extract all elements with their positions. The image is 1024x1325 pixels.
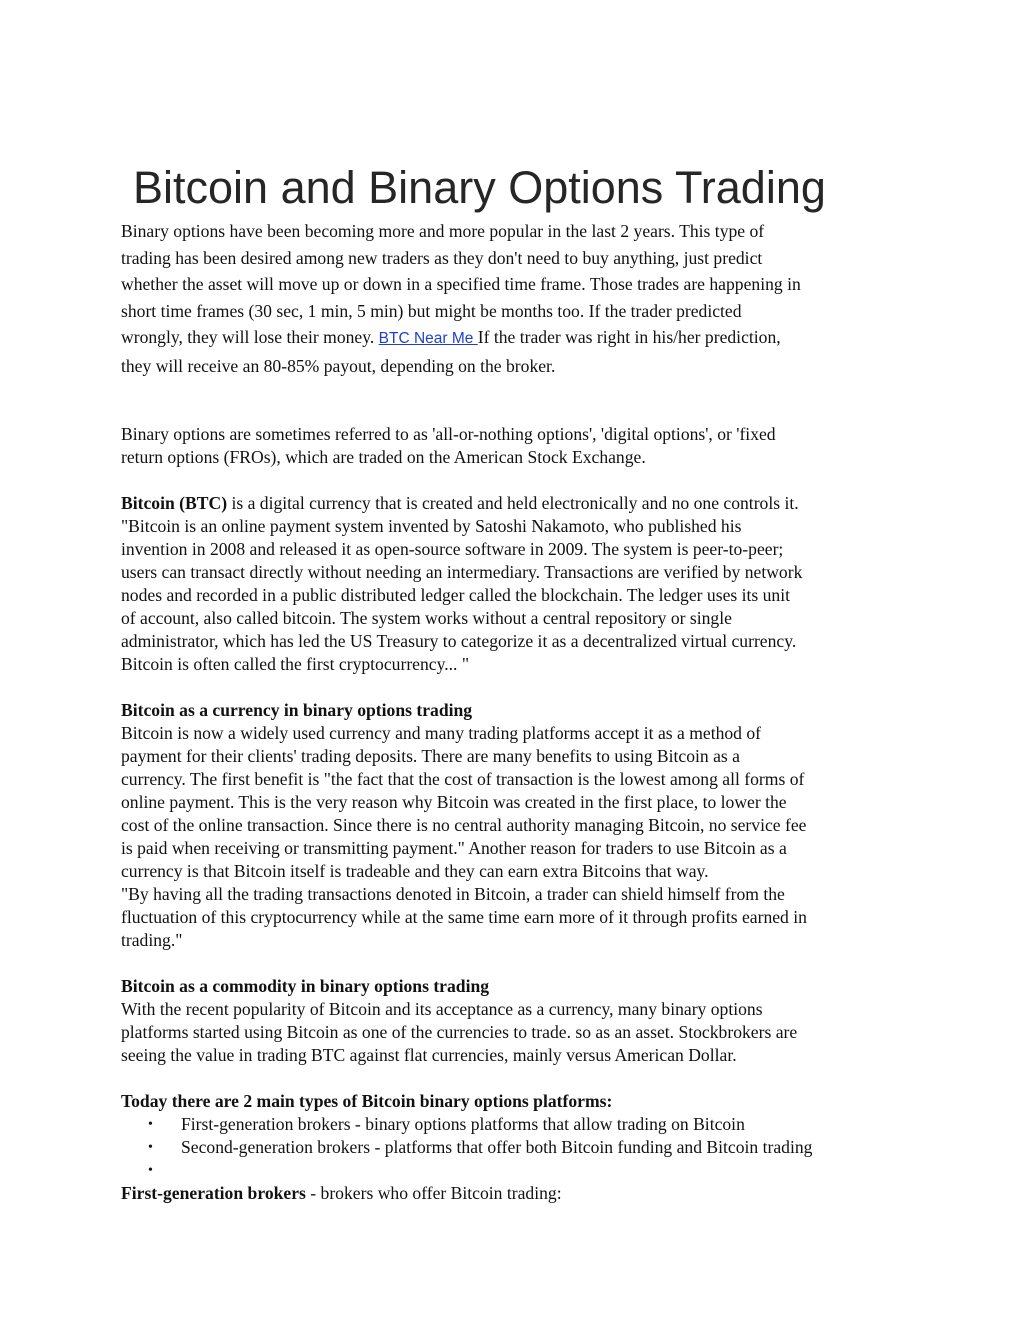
currency-line: cost of the online transaction. Since there is no central authority managing Bitcoin, no service fee [121,814,807,835]
list-item-text: First-generation brokers - binary options platforms that allow trading on Bitcoin [181,1113,745,1134]
intro-line: Binary options have been becoming more and more popular in the last 2 years. This type of [121,221,765,241]
btc-line: Bitcoin is often called the first cryptocurrency... " [121,653,470,674]
btc-line: nodes and recorded in a public distributed ledger called the blockchain. The ledger uses its unit [121,584,791,605]
currency-line: fluctuation of this cryptocurrency while at the same time earn more of it through profits earned in [121,906,807,927]
bullet-icon: • [148,1162,153,1178]
first-gen-rest: - brokers who offer Bitcoin trading: [305,1182,562,1203]
platform-types-heading: Today there are 2 main types of Bitcoin binary options platforms: [121,1090,613,1111]
intro-line: whether the asset will move up or down in a specified time frame. Those trades are happening in [121,274,801,295]
page-title: Bitcoin and Binary Options Trading [133,162,826,213]
currency-line: currency is that Bitcoin itself is tradeable and they can earn extra Bitcoins that way. [121,860,709,881]
currency-section [121,699,911,952]
currency-line: Bitcoin is now a widely used currency and many trading platforms accept it as a method of [121,722,762,743]
btc-line: users can transact directly without needing an intermediary. Transactions are verified by network [121,561,803,582]
bullet-icon: • [148,1116,153,1132]
btc-line: "Bitcoin is an online payment system invented by Satoshi Nakamoto, who published his [121,515,742,536]
first-gen-term: First-generation brokers [121,1182,306,1203]
intro-line: short time frames (30 sec, 1 min, 5 min) but might be months too. If the trader predicted [121,300,742,321]
intro-line: trading has been desired among new traders as they don't need to buy anything, just predict [121,247,763,268]
commodity-line: With the recent popularity of Bitcoin and its acceptance as a currency, many binary options [121,998,763,1019]
currency-line: "By having all the trading transactions denoted in Bitcoin, a trader can shield himself from the [121,883,785,904]
currency-line: currency. The first benefit is "the fact that the cost of transaction is the lowest among all forms of [121,768,805,789]
btc-term: Bitcoin (BTC) [121,492,228,513]
platform-types-list [121,1113,911,1182]
currency-line: is paid when receiving or transmitting payment." Another reason for traders to use Bitcoin as a [121,837,787,858]
btc-line: of account, also called bitcoin. The system works without a central repository or single [121,607,732,628]
platform-types-section [121,1090,911,1205]
btc-near-me-link[interactable]: BTC Near Me [378,330,478,348]
bitcoin-definition-paragraph [121,492,911,676]
currency-line: payment for their clients' trading deposits. There are many benefits to using Bitcoin as a [121,745,740,766]
first-gen-line [121,1182,911,1205]
fro-paragraph [121,423,911,469]
btc-first-line-rest: is a digital currency that is created and held electronically and no one controls it. [227,492,799,513]
intro-line: they will receive an 80-85% payout, depending on the broker. [121,355,556,376]
list-item-text: Second-generation brokers - platforms that offer both Bitcoin funding and Bitcoin trading [181,1136,813,1157]
btc-first-line [121,492,911,515]
btc-line: administrator, which has led the US Treasury to categorize it as a decentralized virtual currency. [121,630,797,651]
list-item [121,1159,911,1182]
bullet-icon: • [148,1139,153,1155]
btc-line: invention in 2008 and released it as open-source software in 2009. The system is peer-to-peer; [121,538,784,559]
intro-line-with-link [121,324,911,353]
currency-heading: Bitcoin as a currency in binary options trading [121,699,473,720]
commodity-line: platforms started using Bitcoin as one of the currencies to trade. so as an asset. Stockbrokers are [121,1021,798,1042]
list-item [121,1136,911,1159]
intro-text-after-link: If the trader was right in his/her prediction, [477,327,781,348]
currency-line: trading." [121,929,183,950]
intro-text-before-link: wrongly, they will lose their money. [121,327,379,348]
commodity-line: seeing the value in trading BTC against flat currencies, mainly versus American Dollar. [121,1044,737,1065]
list-item [121,1113,911,1136]
currency-line: online payment. This is the very reason why Bitcoin was created in the first place, to lower the [121,791,787,812]
intro-paragraph [121,218,911,380]
fro-line: return options (FROs), which are traded on the American Stock Exchange. [121,446,646,467]
fro-line: Binary options are sometimes referred to as 'all-or-nothing options', 'digital options', or 'fixed [121,423,776,444]
commodity-heading: Bitcoin as a commodity in binary options trading [121,975,490,996]
document-page [121,160,911,1205]
commodity-section [121,975,911,1067]
